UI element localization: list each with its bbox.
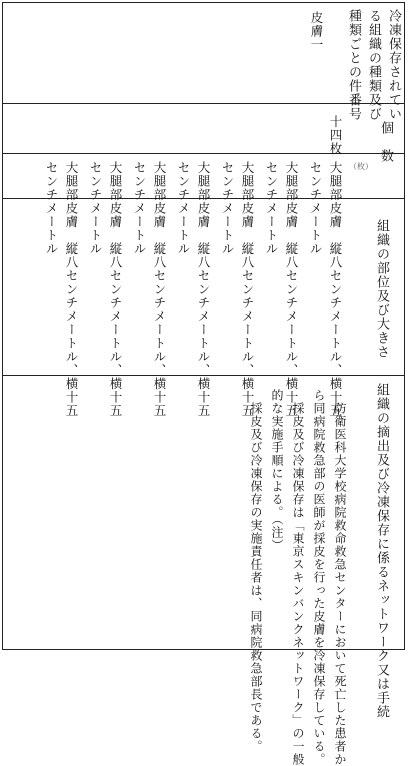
header-network: 組織の摘出及び冷凍保存に係るネットワーク又は手続 <box>374 383 389 719</box>
network-line-1: 防衛医科大学校病院救命救急センターにおいて死亡した患者か <box>333 389 347 766</box>
tissue-table <box>2 2 405 766</box>
size-entry-3-line-1: 大腿部皮膚 縦八センチメートル、横十五 <box>240 161 255 418</box>
size-entry-5-line-2: センチメートル <box>132 161 147 256</box>
size-entry-3-line-2: センチメートル <box>220 161 235 256</box>
header-count: 個 数 <box>378 121 393 163</box>
size-entry-2-line-2: センチメートル <box>264 161 279 256</box>
tissue-name: 皮膚一 <box>309 11 324 52</box>
size-entry-7-line-2: センチメートル <box>44 161 59 256</box>
size-entry-4-line-2: センチメートル <box>176 161 191 256</box>
size-entry-5-line-1: 大腿部皮膚 縦八センチメートル、横十五 <box>152 161 167 418</box>
network-line-5: 採皮及び冷凍保存の実施責任者は、同病院救急部長である。 <box>249 389 263 753</box>
header-site-size: 組織の部位及び大きさ <box>374 219 389 359</box>
count-value: 十四枚 <box>328 115 343 156</box>
header-tissue-type-line-2: る組織の種類及び <box>366 9 381 121</box>
network-line-4: 的な実施手順による。（注） <box>270 389 284 552</box>
size-entry-6-line-1: 大腿部皮膚 縦八センチメートル、横十五 <box>108 161 123 418</box>
header-divider <box>3 103 404 104</box>
header-tissue-type-line-3: 種類ごとの件番号 <box>346 9 361 121</box>
size-entry-1-line-1: 大腿部皮膚 縦八センチメートル、横十五 <box>328 161 343 418</box>
size-entry-2-line-1: 大腿部皮膚 縦八センチメートル、横十五 <box>284 161 299 418</box>
size-entry-7-line-1: 大腿部皮膚 縦八センチメートル、横十五 <box>64 161 79 418</box>
size-entry-4-line-1: 大腿部皮膚 縦八センチメートル、横十五 <box>196 161 211 418</box>
network-line-3: 採皮及び冷凍保存は「東京スキンバンクネットワーク」の一般 <box>291 389 305 766</box>
size-entry-6-line-2: センチメートル <box>88 161 103 256</box>
size-entry-1-line-2: センチメートル <box>308 161 323 256</box>
count-unit-mark: （枚） <box>349 162 373 171</box>
header-tissue-type <box>343 9 403 121</box>
header-tissue-type-line-1: 冷凍保存されてい <box>386 9 401 121</box>
network-line-2: ら同病院救急部の医師が採皮を行った皮膚を冷凍保存している。 <box>312 389 326 766</box>
